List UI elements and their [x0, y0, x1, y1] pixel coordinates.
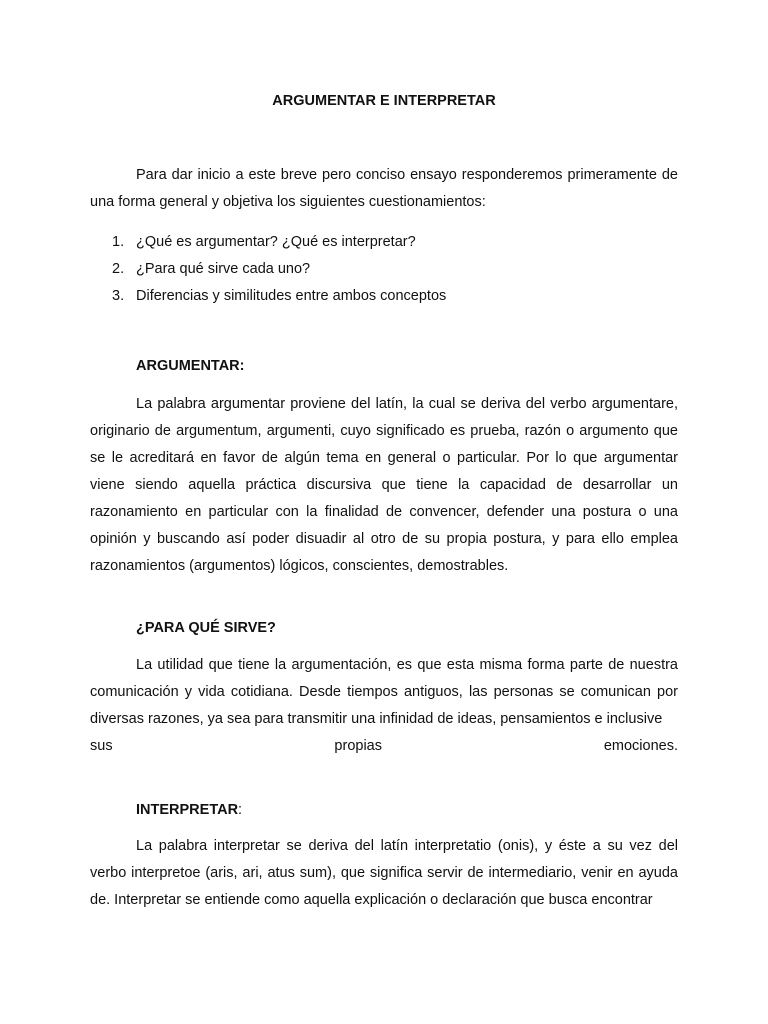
document-title: ARGUMENTAR E INTERPRETAR: [272, 93, 496, 109]
heading-text: INTERPRETAR: [136, 802, 239, 818]
para-que-last-line: [90, 733, 678, 760]
last-line-word: propias: [334, 738, 382, 754]
list-number: 1.: [112, 234, 125, 250]
list-item: [90, 283, 678, 310]
list-item: [90, 229, 678, 256]
questions-list: [90, 229, 678, 310]
argumentar-paragraph: La palabra argumentar proviene del latín, la cual se deriva del verbo argumentare, originario de argumentum, argumenti, cuyo significado es prueba, razón o argumento que se le acreditará en favor de algún tema en general o particular. Por lo que argumentar viene siendo aquella práctica discursiva que tiene la capacidad de desarrollar un razonamiento en particular con la finalidad de convencer, defender una postura o una opinión y buscando así poder disuadir al otro de su propia postura, y para ello emplea razonamientos (argumentos) lógicos, conscientes, demostrables.: [90, 396, 678, 574]
list-text: ¿Qué es argumentar? ¿Qué es interpretar?: [136, 234, 416, 250]
list-number: 3.: [112, 288, 125, 304]
list-number: 2.: [112, 261, 125, 277]
heading-colon: :: [238, 802, 243, 818]
list-text: ¿Para qué sirve cada uno?: [136, 261, 311, 277]
intro-paragraph: Para dar inicio a este breve pero conciso ensayo responderemos primeramente de una forma general y objetiva los siguientes cuestionamientos:: [90, 167, 678, 210]
section-heading-argumentar: ARGUMENTAR:: [136, 358, 245, 374]
section-heading-interpretar: [136, 802, 242, 818]
list-item: [90, 256, 678, 283]
list-text: Diferencias y similitudes entre ambos conceptos: [136, 288, 447, 304]
interpretar-paragraph: La palabra interpretar se deriva del latín interpretatio (onis), y éste a su vez del verbo interpretoe (aris, ari, atus sum), que significa servir de intermediario, venir en ayuda de. Interpretar se entiende como aquella explicación o declaración que busca encontrar: [90, 838, 678, 908]
last-line-word: emociones.: [603, 738, 678, 754]
last-line-word: sus: [90, 738, 113, 754]
section-heading-para-que: ¿PARA QUÉ SIRVE?: [136, 620, 276, 636]
para-que-paragraph: La utilidad que tiene la argumentación, es que esta misma forma parte de nuestra comunicación y vida cotidiana. Desde tiempos antiguos, las personas se comunican por diversas razones, ya sea para transmitir una infinidad de ideas, pensamientos e inclusive: [90, 657, 678, 727]
